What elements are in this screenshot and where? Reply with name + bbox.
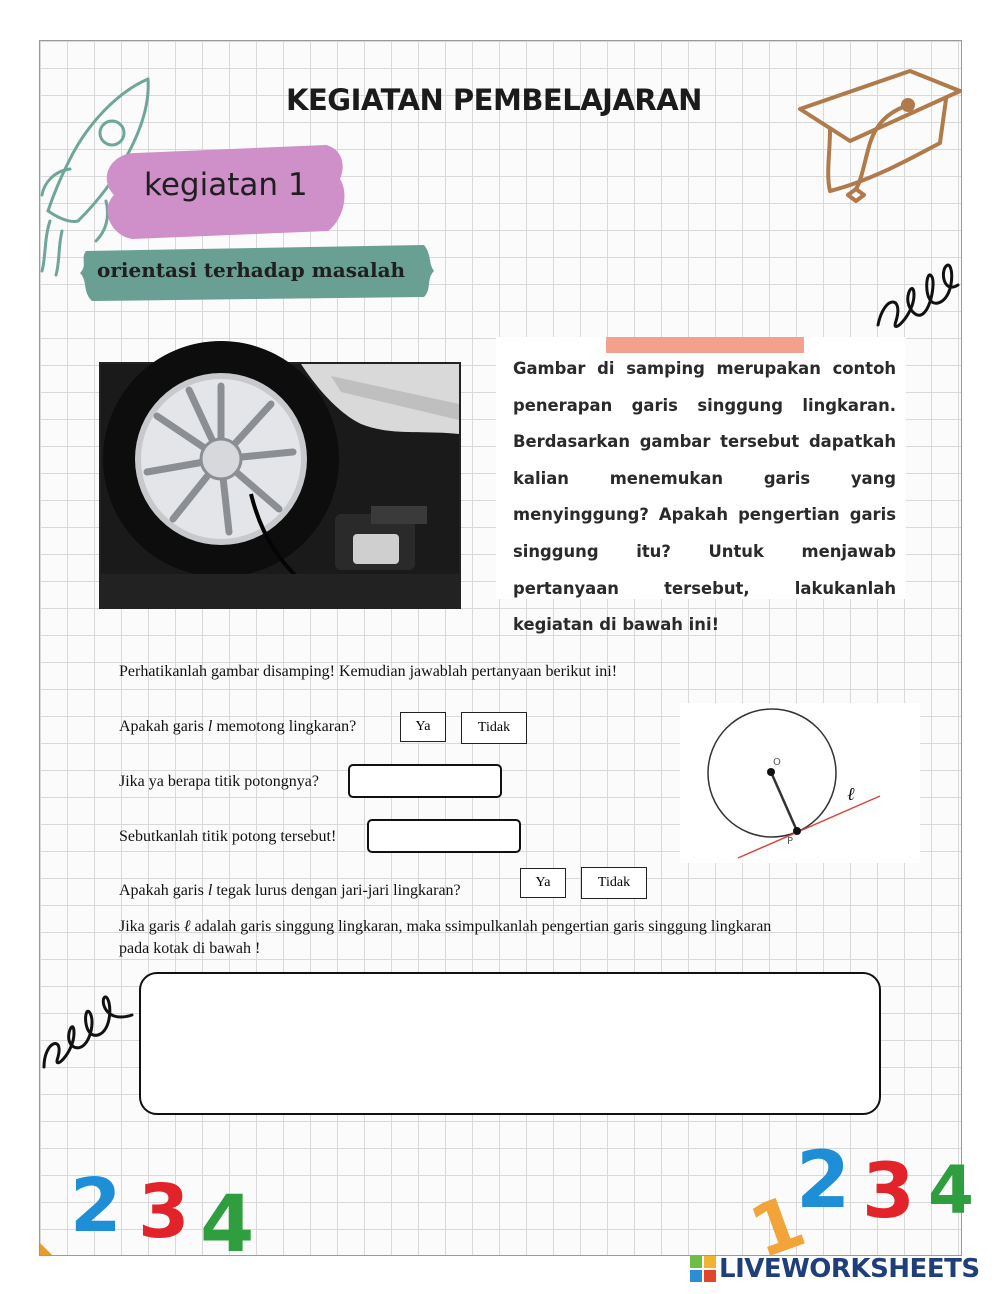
numbers-doodle-left: [60, 1141, 300, 1270]
question-4: [119, 882, 461, 900]
q1-yes-option[interactable]: Ya: [400, 712, 446, 742]
number-1-icon: 1: [739, 1178, 816, 1275]
question-4-text: Apakah garis: [119, 882, 208, 899]
diagram-background: [680, 703, 920, 863]
instruction-text: Perhatikanlah gambar disamping! Kemudian jawablah pertanyaan berikut ini!: [119, 663, 618, 680]
question-1-text: Apakah garis: [119, 718, 208, 735]
question-1-text-end: memotong lingkaran?: [212, 718, 357, 735]
question-4-text-end: tegak lurus dengan jari-jari lingkaran?: [212, 882, 461, 899]
intersection-count-input[interactable]: [348, 764, 502, 798]
conclusion-text-a: Jika garis: [119, 918, 184, 935]
conclusion-text-b: adalah garis singgung lingkaran, maka ssimpulkanlah pengertian garis singgung lingkaran: [190, 918, 772, 935]
liveworksheets-logo-icon: [690, 1256, 716, 1282]
number-3-icon: 3: [862, 1146, 915, 1235]
brand-logo[interactable]: [690, 1254, 980, 1284]
car-tire-photo: [99, 362, 461, 609]
q1-no-option[interactable]: Tidak: [461, 712, 527, 744]
graduation-cap-icon: [790, 63, 962, 203]
question-4-var: l: [207, 882, 213, 899]
q4-no-option[interactable]: Tidak: [581, 867, 647, 899]
activity-label: kegiatan 1: [144, 167, 308, 203]
conclusion-var: ℓ: [183, 918, 191, 935]
spring-doodle-icon: [874, 255, 964, 341]
number-2-icon: 2: [796, 1136, 851, 1226]
question-1: [119, 718, 356, 736]
tangent-circle-diagram: [680, 703, 920, 863]
spring-doodle-icon: [40, 981, 136, 1073]
car-tire-image-icon: [101, 364, 459, 607]
page-title: KEGIATAN PEMBELAJARAN: [286, 83, 702, 117]
question-2: Jika ya berapa titik potongnya?: [119, 773, 319, 790]
phase-label: orientasi terhadap masalah: [97, 258, 406, 282]
brand-name: LIVEWORKSHEETS: [719, 1254, 980, 1284]
intro-paragraph: Gambar di samping merupakan contoh penerapan garis singgung lingkaran. Berdasarkan gambar tersebut dapatkah kalian menemukan garis yang menyinggung? Apakah pengertian garis singgung itu? Untuk menjawab pertanyaan tersebut, lakukanlah kegiatan di bawah ini!: [513, 359, 896, 635]
conclusion-prompt-line-2: pada kotak di bawah !: [119, 940, 261, 957]
conclusion-answer-box[interactable]: [139, 972, 881, 1115]
line-label: ℓ: [847, 784, 855, 805]
q4-yes-option[interactable]: Ya: [520, 868, 566, 898]
number-3-icon: 3: [138, 1169, 190, 1255]
number-2-icon: 2: [70, 1163, 122, 1249]
point-label: P: [787, 836, 794, 847]
question-1-var: l: [207, 718, 213, 735]
intersection-point-input[interactable]: [367, 819, 521, 853]
number-4-icon: 4: [928, 1152, 974, 1229]
center-label: O: [773, 757, 781, 768]
conclusion-prompt-line-1: [119, 918, 771, 936]
tangent-point: [793, 827, 801, 835]
question-3: Sebutkanlah titik potong tersebut!: [119, 828, 337, 845]
corner-triangle-icon: [40, 1243, 52, 1255]
center-point: [767, 768, 775, 776]
number-4-icon: 4: [200, 1180, 255, 1270]
